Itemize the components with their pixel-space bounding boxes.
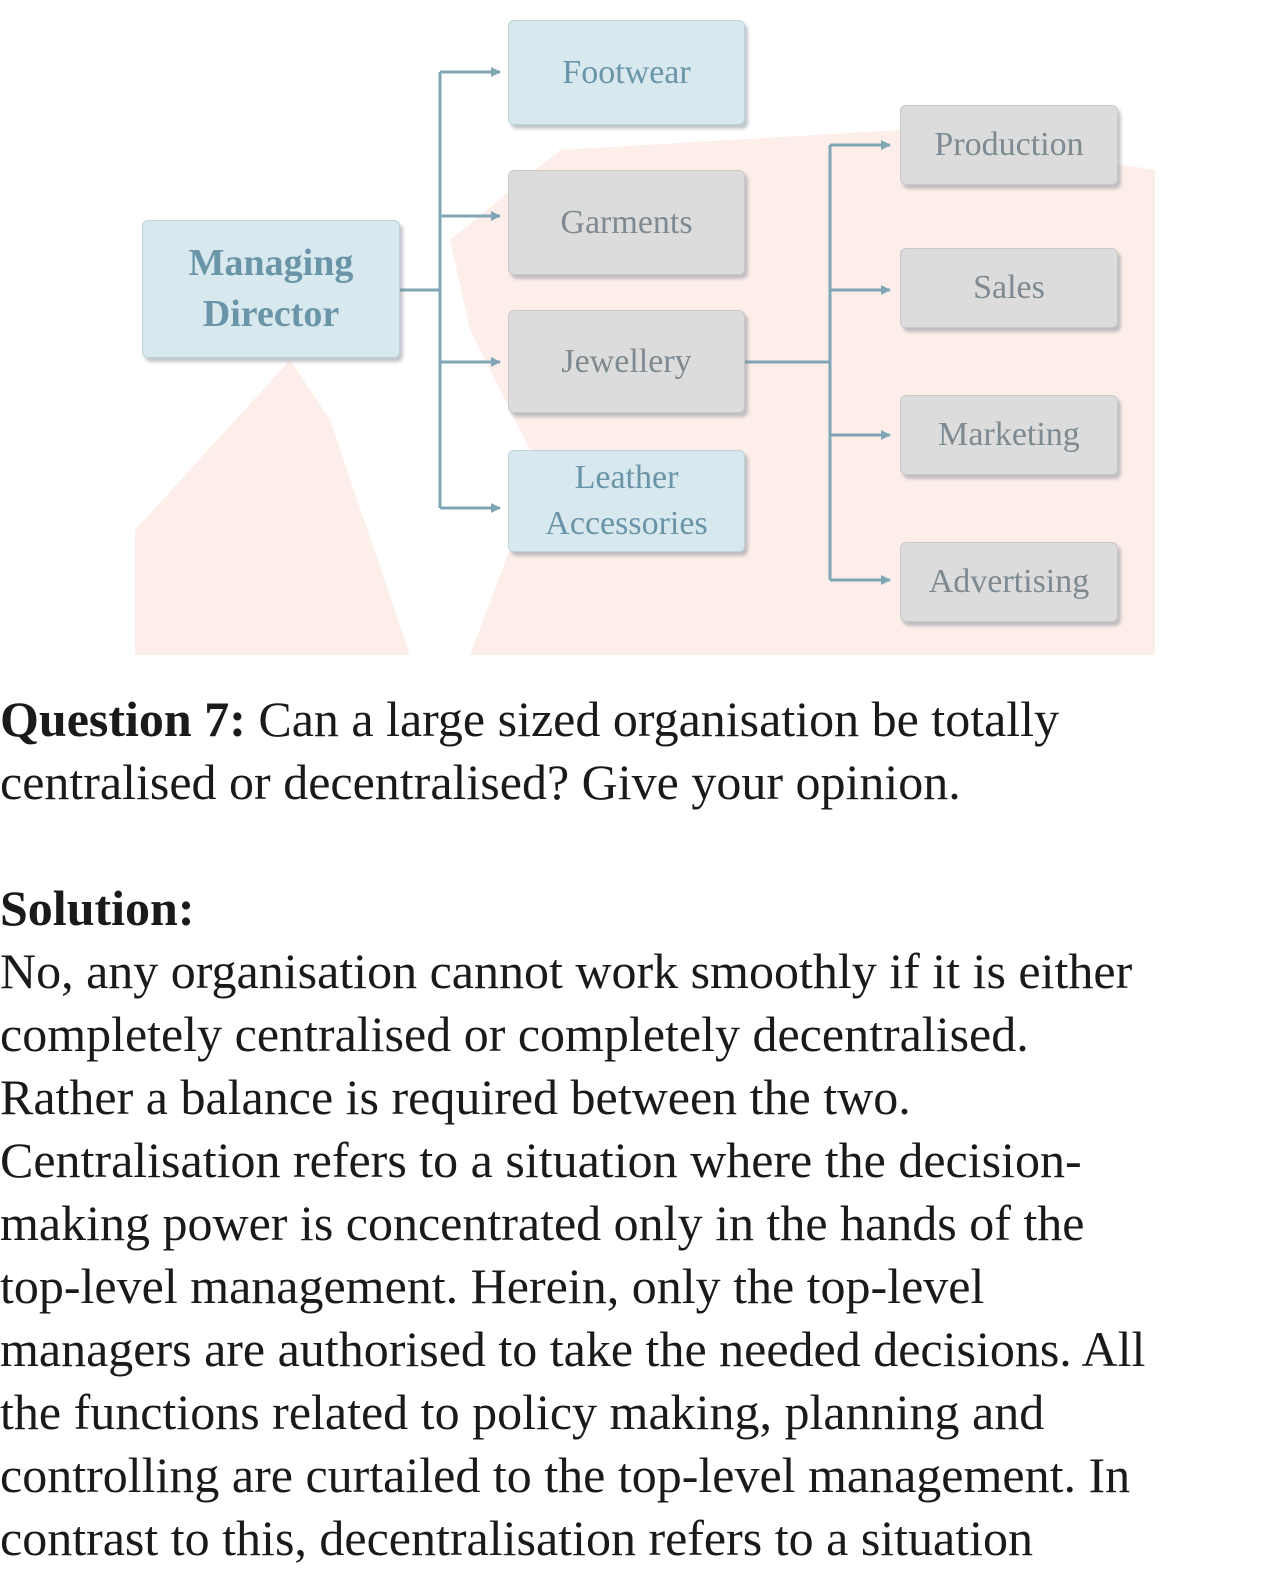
solution-label: Solution: bbox=[0, 880, 195, 936]
solution-line: No, any organisation cannot work smoothly if it is either bbox=[0, 943, 1133, 999]
node-managing-director: Managing Director bbox=[142, 220, 400, 358]
solution-line: managers are authorised to take the needed decisions. All bbox=[0, 1321, 1146, 1377]
solution-line: Rather a balance is required between the two. bbox=[0, 1069, 911, 1125]
solution-line: contrast to this, decentralisation refers to a situation bbox=[0, 1510, 1034, 1566]
node-jewellery: Jewellery bbox=[508, 310, 745, 413]
watermark-shape-left bbox=[135, 360, 410, 655]
solution-line: top-level management. Herein, only the top-level bbox=[0, 1258, 985, 1314]
question-line-1 bbox=[0, 688, 1275, 751]
node-sales: Sales bbox=[900, 248, 1118, 328]
node-marketing: Marketing bbox=[900, 395, 1118, 475]
solution-line: Centralisation refers to a situation where the decision- bbox=[0, 1132, 1082, 1188]
question-solution-text bbox=[0, 688, 1275, 1570]
node-production: Production bbox=[900, 105, 1118, 185]
question-label: Question 7: bbox=[0, 691, 246, 747]
question-line-2: centralised or decentralised? Give your opinion. bbox=[0, 754, 961, 810]
node-footwear: Footwear bbox=[508, 20, 745, 125]
solution-line: the functions related to policy making, planning and bbox=[0, 1384, 1045, 1440]
paragraph-gap bbox=[0, 814, 1275, 877]
solution-line: making power is concentrated only in the hands of the bbox=[0, 1195, 1085, 1251]
question-text-1: Can a large sized organisation be totally bbox=[245, 691, 1060, 747]
node-leather-accessories: Leather Accessories bbox=[508, 450, 745, 552]
node-garments: Garments bbox=[508, 170, 745, 275]
organisation-chart bbox=[0, 0, 1275, 670]
solution-line: completely centralised or completely decentralised. bbox=[0, 1006, 1029, 1062]
node-advertising: Advertising bbox=[900, 542, 1118, 622]
solution-line: controlling are curtailed to the top-level management. In bbox=[0, 1447, 1131, 1503]
